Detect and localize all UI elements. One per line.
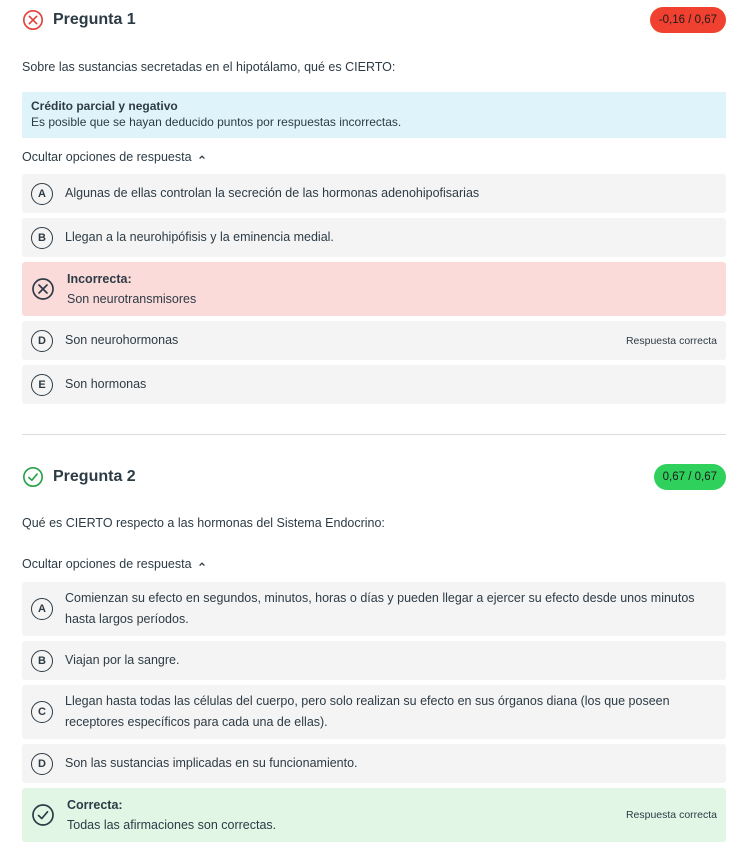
result-label: Correcta: xyxy=(67,797,123,812)
question-1-header xyxy=(22,8,726,32)
option-text: Llegan hasta todas las células del cuerpo, pero solo realizan su efecto en sus órganos diana (los que poseen receptores específicos para cada una de ellas). xyxy=(65,694,670,729)
option-text: Son neurohormonas xyxy=(65,333,179,347)
option-letter-b: B xyxy=(31,227,53,249)
correct-answer-tag: Respuesta correcta xyxy=(625,334,717,347)
option-text: Algunas de ellas controlan la secreción de las hormonas adenohipofisarias xyxy=(65,186,480,200)
result-label: Incorrecta: xyxy=(67,271,132,286)
option-letter-e: E xyxy=(31,374,53,396)
option-text: Todas las afirmaciones son correctas. xyxy=(67,817,277,832)
chevron-up-icon xyxy=(198,560,206,568)
answer-option-d xyxy=(22,744,726,783)
answer-option-e xyxy=(22,365,726,404)
toggle-label: Ocultar opciones de respuesta xyxy=(22,557,192,571)
option-letter-a: A xyxy=(31,598,53,620)
option-text: Son neurotransmisores xyxy=(67,291,197,306)
answer-option-a xyxy=(22,582,726,636)
option-text: Son hormonas xyxy=(65,377,147,391)
question-prompt: Sobre las sustancias secretadas en el hipotálamo, qué es CIERTO: xyxy=(22,60,396,74)
option-text: Llegan a la neurohipófisis y la eminencia medial. xyxy=(65,230,334,244)
notice-text: Es posible que se hayan deducido puntos por respuestas incorrectas. xyxy=(31,115,402,129)
toggle-label: Ocultar opciones de respuesta xyxy=(22,150,192,164)
option-letter-c: C xyxy=(31,701,53,723)
option-letter-b: B xyxy=(31,650,53,672)
question-1 xyxy=(22,8,726,391)
answer-option-d xyxy=(22,321,726,360)
partial-credit-notice xyxy=(22,92,726,138)
option-letter-d: D xyxy=(31,753,53,775)
answer-option-c-selected-incorrect xyxy=(22,262,726,316)
question-title: Pregunta 2 xyxy=(53,468,136,485)
question-prompt: Qué es CIERTO respecto a las hormonas del Sistema Endocrino: xyxy=(22,516,385,530)
answer-option-e-selected-correct xyxy=(22,788,726,842)
score-badge: 0,67 / 0,67 xyxy=(654,464,726,490)
check-circle-icon xyxy=(22,466,44,488)
toggle-answer-options[interactable] xyxy=(22,557,206,571)
question-divider xyxy=(22,434,726,435)
answer-option-b xyxy=(22,641,726,680)
option-letter-a: A xyxy=(31,183,53,205)
option-text: Viajan por la sangre. xyxy=(65,653,180,667)
check-circle-icon xyxy=(31,803,55,827)
toggle-answer-options[interactable] xyxy=(22,150,206,164)
chevron-up-icon xyxy=(198,153,206,161)
answer-option-a xyxy=(22,174,726,213)
question-2-header xyxy=(22,465,726,489)
question-2 xyxy=(22,465,726,832)
score-badge: -0,16 / 0,67 xyxy=(650,7,726,33)
x-circle-icon xyxy=(31,277,55,301)
option-text: Son las sustancias implicadas en su funcionamiento. xyxy=(65,756,358,770)
notice-title: Crédito parcial y negativo xyxy=(31,99,178,113)
x-circle-icon xyxy=(22,9,44,31)
answer-option-c xyxy=(22,685,726,739)
option-letter-d: D xyxy=(31,330,53,352)
answer-option-b xyxy=(22,218,726,257)
option-text: Comienzan su efecto en segundos, minutos, horas o días y pueden llegar a ejercer su efecto desde unos minutos hasta largos períodos. xyxy=(65,591,695,626)
correct-answer-tag: Respuesta correcta xyxy=(625,809,717,821)
question-title: Pregunta 1 xyxy=(53,11,136,28)
